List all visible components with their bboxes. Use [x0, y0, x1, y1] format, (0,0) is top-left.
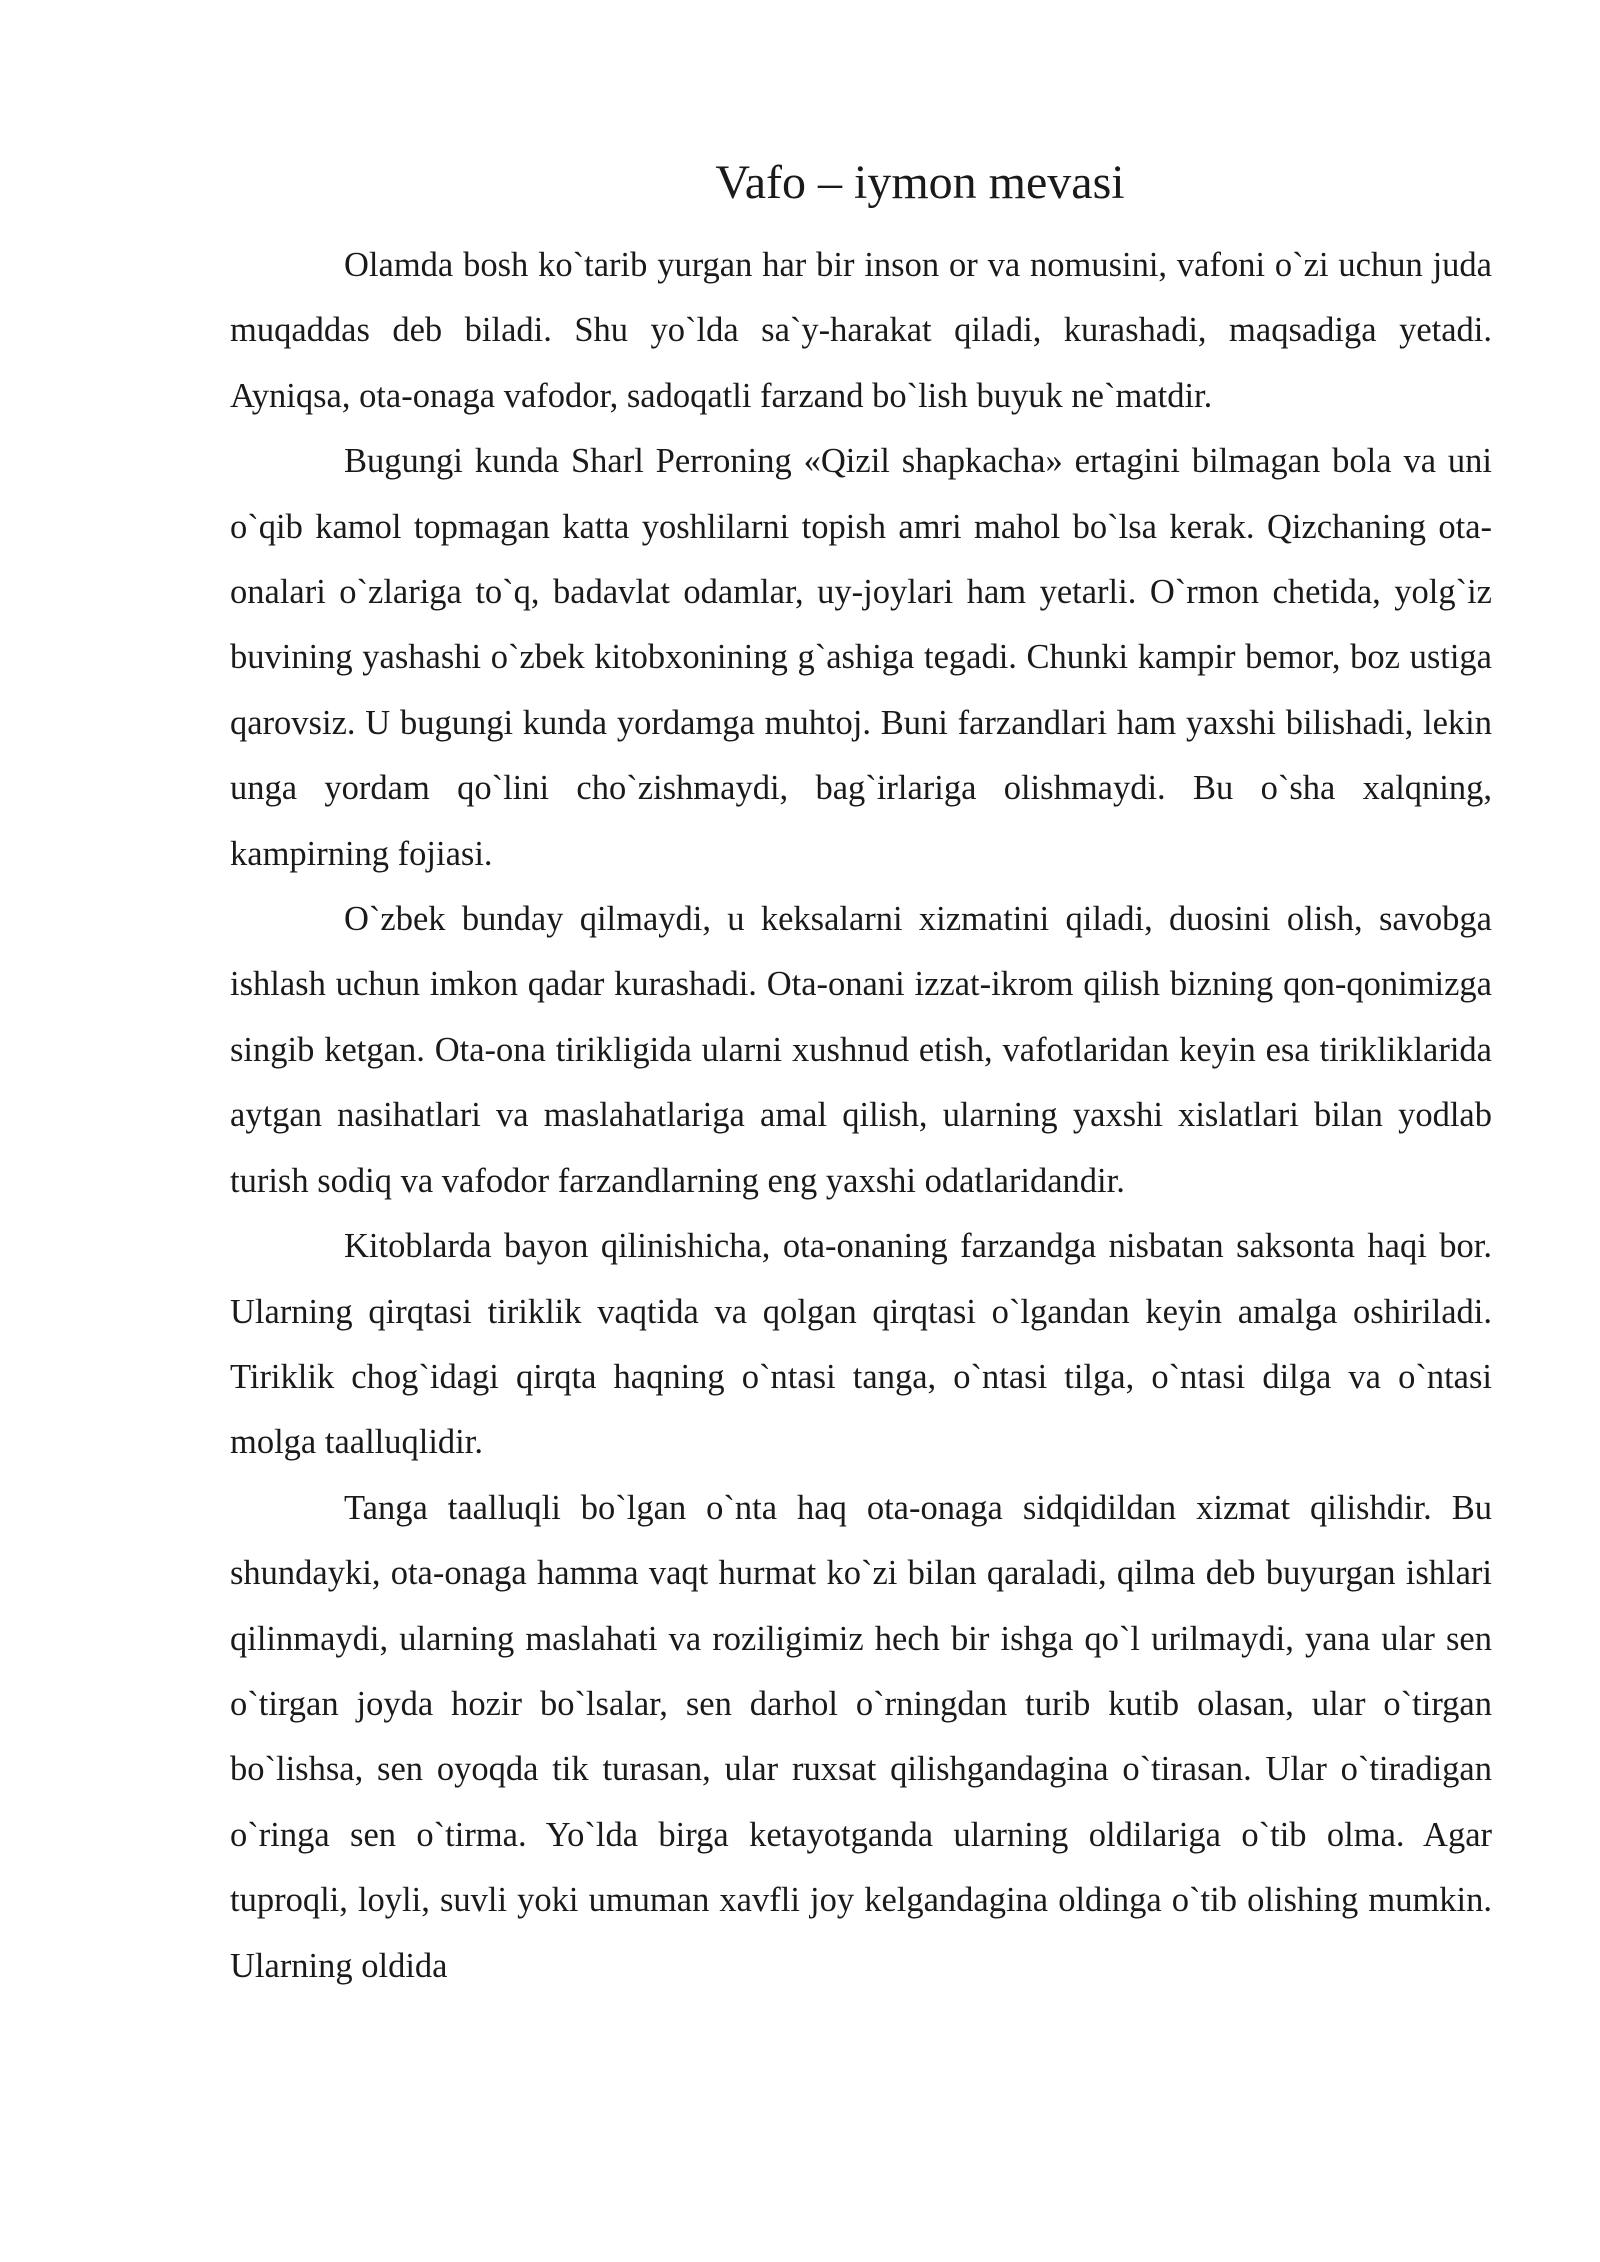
page-title: Vafo – iymon mevasi: [715, 156, 1125, 209]
paragraph: Olamda bosh ko`tarib yurgan har bir inson or va nomusini, vafoni o`zi uchun juda muqaddas deb biladi. Shu yo`lda sa`y-harakat qiladi, kurashadi, maqsadiga yetadi. Ayniqsa, ota-onaga vafodor, sadoqatli farzand bo`lish buyuk ne`matdir.: [230, 246, 1492, 415]
paragraph: O`zbek bunday qilmaydi, u keksalarni xizmatini qiladi, duosini olish, savobga ishlash uchun imkon qadar kurashadi. Ota-onani izzat-ikrom qilish bizning qon-qonimizga singib ketgan. Ota-ona tirikligida ularni xushnud etish, vafotlaridan keyin esa tirikliklarida aytgan nasihatlari va maslahatlariga amal qilish, ularning yaxshi xislatlari bilan yodlab turish sodiq va vafodor farzandlarning eng yaxshi odatlaridandir.: [230, 900, 1492, 1200]
paragraph: Bugungi kunda Sharl Perroning «Qizil shapkacha» ertagini bilmagan bola va uni o`qib kamol topmagan katta yoshlilarni topish amri mahol bo`lsa kerak. Qizchaning ota-onalari o`zlariga to`q, badavlat odamlar, uy-joylari ham yetarli. O`rmon chetida, yolg`iz buvining yashashi o`zbek kitobxonining g`ashiga tegadi. Chunki kampir bemor, boz ustiga qarovsiz. U bugungi kunda yordamga muhtoj. Buni farzandlari ham yaxshi bilishadi, lekin unga yordam qo`lini cho`zishmaydi, bag`irlariga olishmaydi. Bu o`sha xalqning, kampirning fojiasi.: [230, 442, 1492, 873]
paragraph: Tanga taalluqli bo`lgan o`nta haq ota-onaga sidqidildan xizmat qilishdir. Bu shundayki, ota-onaga hamma vaqt hurmat ko`zi bilan qaraladi, qilma deb buyurgan ishlari qilinmaydi, ularning maslahati va roziligimiz hech bir ishga qo`l urilmaydi, yana ular sen o`tirgan joyda hozir bo`lsalar, sen darhol o`rningdan turib kutib olasan, ular o`tirgan bo`lishsa, sen oyoqda tik turasan, ular ruxsat qilishgandagina o`tirasan. Ular o`tiradigan o`ringa sen o`tirma. Yo`lda birga ketayotganda ularning oldilariga o`tib olma. Agar tuproqli, loyli, suvli yoki umuman xavfli joy kelgandagina oldinga o`tib olishing mumkin. Ularning oldida: [230, 1488, 1492, 1985]
document-body: [230, 233, 1492, 1999]
paragraph: Kitoblarda bayon qilinishicha, ota-onaning farzandga nisbatan saksonta haqi bor. Ularning qirqtasi tiriklik vaqtida va qolgan qirqtasi o`lgandan keyin amalga oshiriladi. Tiriklik chog`idagi qirqta haqning o`ntasi tanga, o`ntasi tilga, o`ntasi dilga va o`ntasi molga taalluqlidir.: [230, 1227, 1492, 1462]
